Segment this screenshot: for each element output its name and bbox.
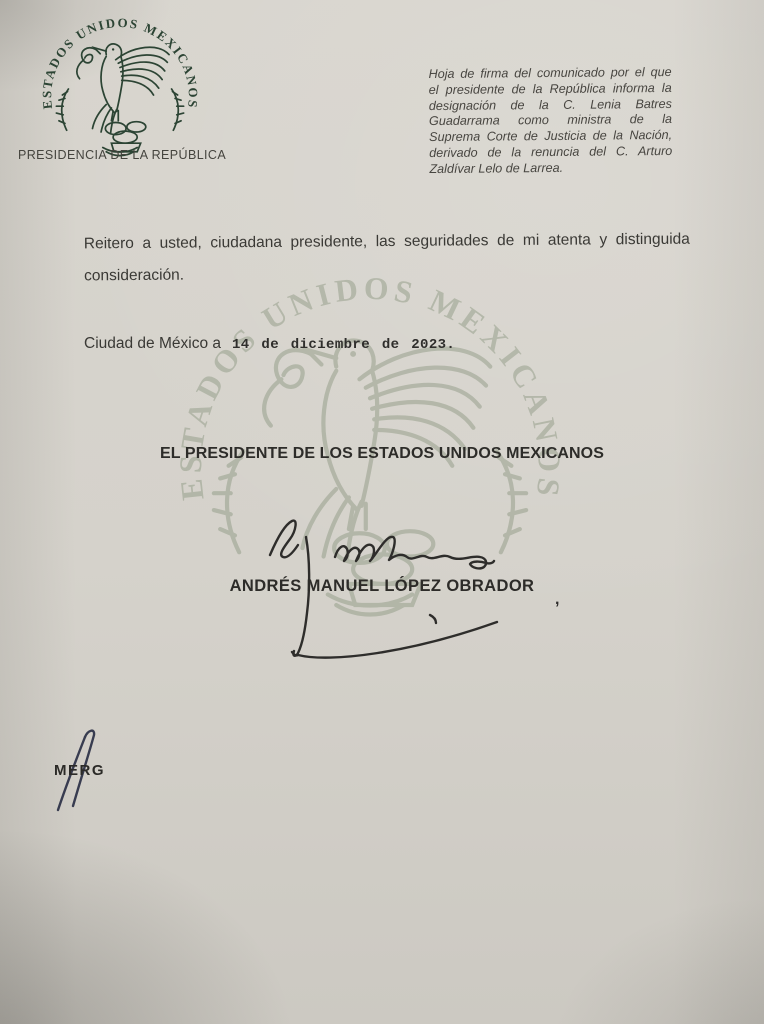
summary-line: derivado de la renuncia del C. Arturo (429, 143, 673, 161)
summary-line: el presidente de la República informa la (428, 80, 672, 97)
summary-line: Guadarrama como ministra de la (428, 112, 673, 129)
summary-line: designación de la C. Lenia Batres (428, 96, 672, 113)
dateline-prefix: Ciudad de México a (84, 335, 221, 352)
letterhead-office: PRESIDENCIA DE LA REPÚBLICA (18, 148, 227, 162)
typed-date: 14 de diciembre de 2023. (232, 337, 456, 353)
summary-line: Suprema Corte de Justicia de la Nación, (429, 128, 673, 145)
paragraph-line: consideración. (84, 266, 185, 285)
document-summary-note (429, 65, 673, 178)
clerk-initials: MERG (54, 762, 105, 779)
summary-line: Zaldívar Lelo de Larrea. (429, 160, 564, 176)
signer-name: ANDRÉS MANUEL LÓPEZ OBRADOR (229, 577, 535, 595)
signer-title: EL PRESIDENTE DE LOS ESTADOS UNIDOS MEXICANOS (160, 445, 604, 462)
ink-mark: , (555, 591, 560, 608)
paragraph-line: Reitero a usted, ciudadana presidente, las seguridades de mi atenta y distinguida (83, 230, 690, 253)
dateline (84, 335, 644, 353)
closing-paragraph (84, 224, 690, 293)
summary-line: Hoja de firma del comunicado por el que (428, 64, 672, 82)
